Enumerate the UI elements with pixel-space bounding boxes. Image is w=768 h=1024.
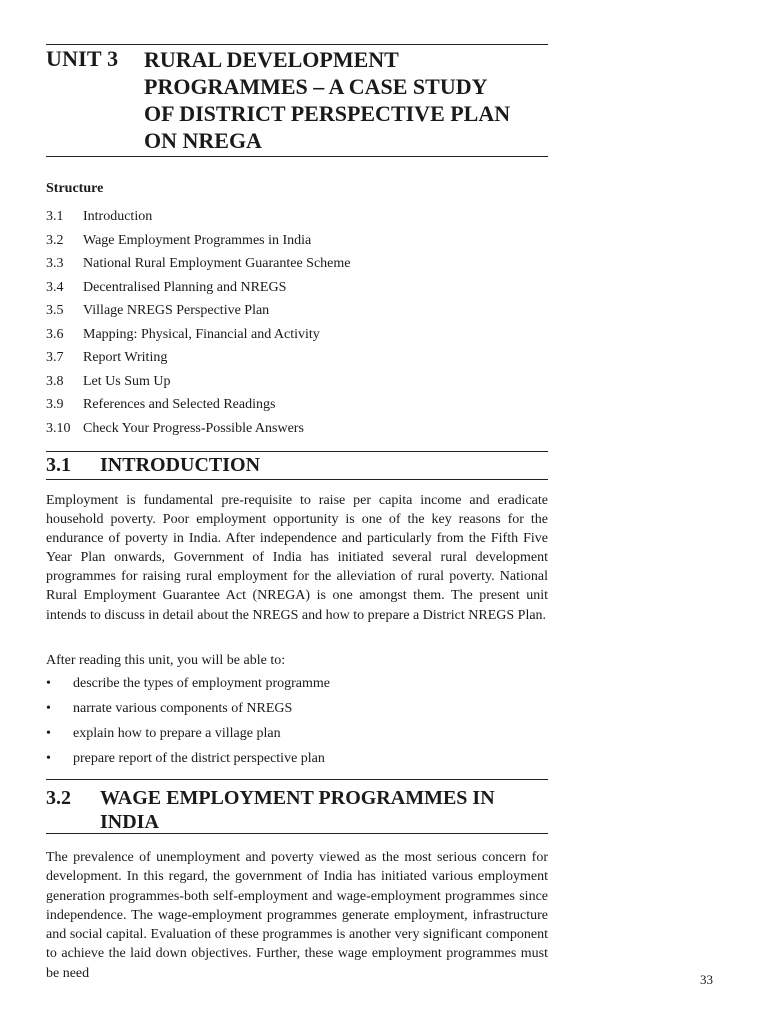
unit-title <box>144 46 564 154</box>
list-item <box>46 674 330 699</box>
section-rule <box>46 779 548 780</box>
objective-text: narrate various components of NREGS <box>73 701 293 716</box>
structure-item-number: 3.8 <box>46 373 64 389</box>
structure-item-number: 3.4 <box>46 279 64 295</box>
structure-item <box>46 278 350 302</box>
unit-label: UNIT 3 <box>46 46 119 71</box>
page-number: 33 <box>700 972 713 987</box>
structure-item-number: 3.7 <box>46 350 64 365</box>
objectives-list <box>46 674 330 774</box>
list-item <box>46 699 330 724</box>
unit-title-line: OF DISTRICT PERSPECTIVE PLAN <box>144 101 511 126</box>
structure-item <box>46 395 350 419</box>
section-title: WAGE EMPLOYMENT PROGRAMMES IN <box>100 787 495 809</box>
objective-text: describe the types of employment programme <box>73 676 330 691</box>
structure-item <box>46 207 350 231</box>
list-item <box>46 724 330 749</box>
structure-item-text: National Rural Employment Guarantee Scheme <box>83 256 351 271</box>
structure-item-text: Introduction <box>83 209 153 224</box>
structure-item-number: 3.3 <box>46 256 64 271</box>
structure-item-number: 3.6 <box>46 326 64 342</box>
structure-item-number: 3.5 <box>46 303 64 318</box>
structure-item <box>46 231 350 255</box>
structure-item <box>46 348 350 372</box>
section-rule <box>46 479 548 480</box>
structure-item <box>46 419 350 443</box>
section-title-continued: INDIA <box>100 811 159 833</box>
section-rule <box>46 451 548 452</box>
bullet-icon: • <box>46 676 51 691</box>
section-rule <box>46 833 548 834</box>
unit-title-line: RURAL DEVELOPMENT <box>144 47 399 72</box>
structure-item <box>46 254 350 278</box>
structure-item-number: 3.2 <box>46 232 64 248</box>
unit-title-line: PROGRAMMES – A CASE STUDY <box>144 74 488 99</box>
wage-employment-paragraph: The prevalence of unemployment and poverty viewed as the most serious concern for development. In this regard, the government of India has initiated various employment generation programmes-both self-employment and wage-employment programmes since independence. The wage-employment programmes generate employment, infrastructure and social capital. Evaluation of these programmes is another very significant component to achieve the laid down objectives. Further, these wage employment programmes must be need <box>46 850 548 981</box>
structure-item <box>46 372 350 396</box>
list-item <box>46 749 330 774</box>
structure-heading: Structure <box>46 181 104 196</box>
section-number: 3.2 <box>46 787 71 809</box>
objective-text: explain how to prepare a village plan <box>73 726 281 741</box>
structure-item-text: References and Selected Readings <box>83 397 276 412</box>
bullet-icon: • <box>46 751 51 766</box>
structure-item-text: Village NREGS Perspective Plan <box>83 303 270 318</box>
objective-text: prepare report of the district perspective plan <box>73 751 325 766</box>
structure-item-text: Decentralised Planning and NREGS <box>83 279 287 295</box>
structure-item-number: 3.1 <box>46 209 64 224</box>
structure-list <box>46 207 350 442</box>
structure-item <box>46 301 350 325</box>
structure-item-text: Check Your Progress-Possible Answers <box>83 420 304 436</box>
bullet-icon: • <box>46 701 51 716</box>
top-rule <box>46 44 548 45</box>
structure-item-number: 3.9 <box>46 397 64 412</box>
section-heading-wage-employment <box>46 786 495 834</box>
bullet-icon: • <box>46 726 51 741</box>
structure-item-number: 3.10 <box>46 420 71 436</box>
section-heading-introduction <box>46 454 260 477</box>
structure-item-text: Mapping: Physical, Financial and Activity <box>83 326 320 342</box>
objectives-intro: After reading this unit, you will be able to: <box>46 653 286 668</box>
section-title: INTRODUCTION <box>100 454 261 476</box>
unit-title-line: ON NREGA <box>144 128 262 153</box>
title-bottom-rule <box>46 156 548 157</box>
structure-item-text: Let Us Sum Up <box>83 373 171 389</box>
section-number: 3.1 <box>46 454 71 476</box>
structure-item <box>46 325 350 349</box>
structure-item-text: Report Writing <box>83 350 168 365</box>
introduction-paragraph: Employment is fundamental pre-requisite to raise per capita income and eradicate household poverty. Poor employment opportunity is one of the key reasons for the endurance of poverty in India. After independence and particularly from the Fifth Five Year Plan onwards, Government of India has initiated several rural development programmes for raising rural employment for the alleviation of rural poverty. National Rural Employment Guarantee Act (NREGA) is one amongst them. The present unit intends to discuss in detail about the NREGS and how to prepare a District NREGS Plan. <box>46 493 548 623</box>
structure-item-text: Wage Employment Programmes in India <box>83 232 312 248</box>
